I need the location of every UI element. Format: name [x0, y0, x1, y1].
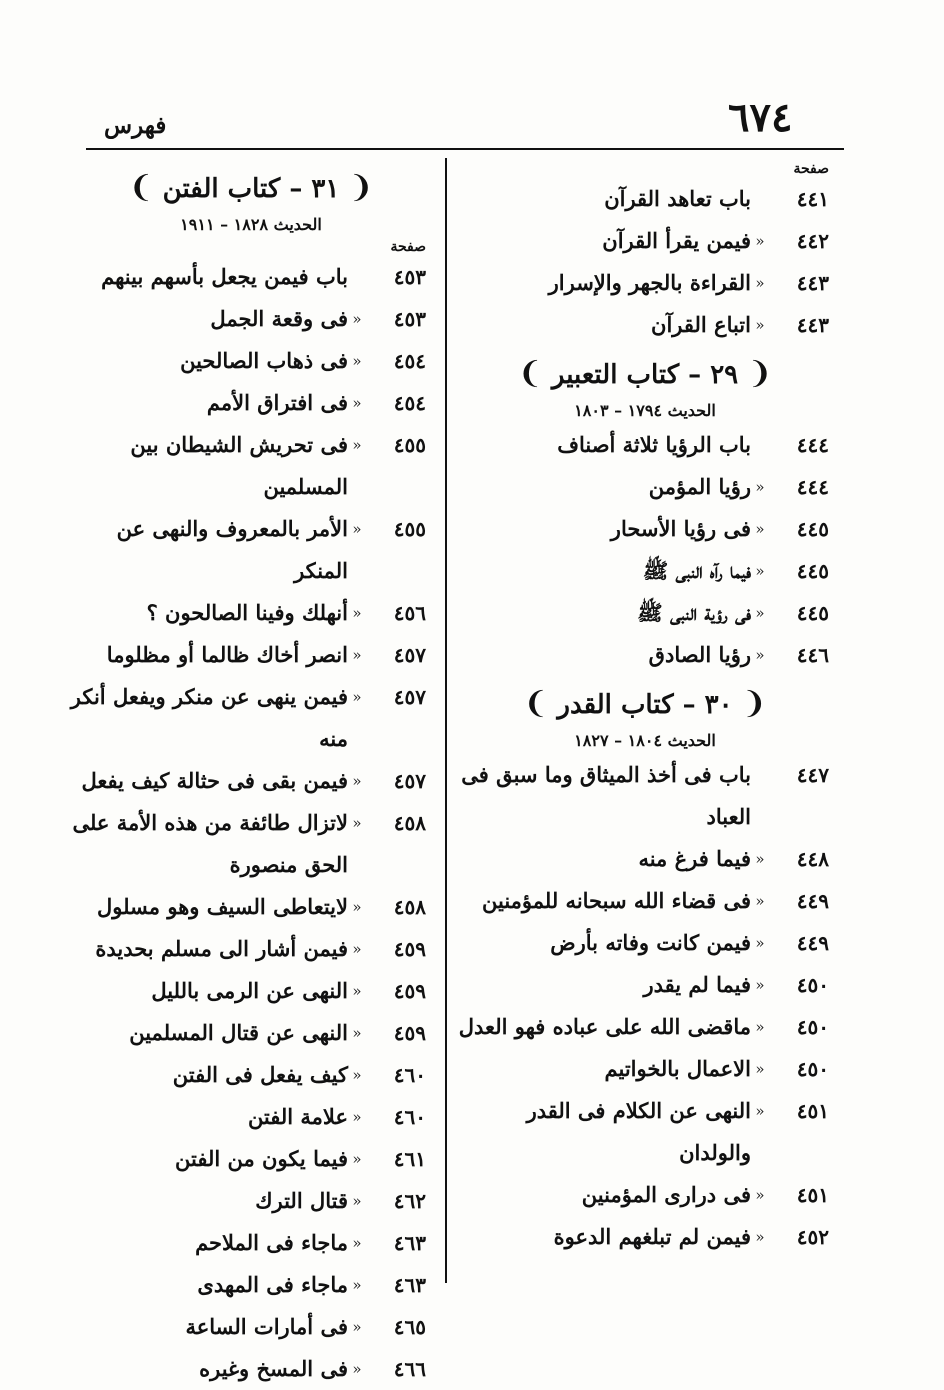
entry-title: باب تعاهد القرآن	[604, 186, 751, 211]
index-entry	[455, 550, 835, 592]
entry-page-number: ٤٤٣	[796, 271, 829, 295]
index-entry	[455, 880, 835, 922]
index-entry	[455, 262, 835, 304]
entry-page-number: ٤٥٣	[393, 307, 426, 331]
ditto-mark: «	[755, 646, 765, 664]
entry-page-number: ٤٥٠	[796, 1015, 829, 1039]
book-title: ٣٠ – كتاب القدر	[557, 690, 733, 720]
ditto-mark: «	[352, 814, 362, 832]
ditto-mark: «	[755, 1186, 765, 1204]
entry-page-number: ٤٤٢	[796, 229, 829, 253]
entries-group-b	[455, 424, 835, 676]
hadith-range: الحديث ١٨٠٤ – ١٨٢٧	[574, 731, 716, 750]
entry-title: فيما لم يقدر	[643, 972, 751, 997]
entry-title: فيما رآه النبى ﷺ	[642, 558, 751, 583]
entry-page-number: ٤٥٢	[796, 1225, 829, 1249]
index-entry	[455, 1174, 835, 1216]
index-entry	[70, 1180, 432, 1222]
entry-page-number: ٤٥٦	[393, 601, 426, 625]
index-entry	[70, 928, 432, 970]
ditto-mark: «	[755, 1228, 765, 1246]
entry-title: لايتعاطى السيف وهو مسلول	[97, 894, 348, 919]
ditto-mark: «	[755, 520, 765, 538]
ditto-mark: «	[352, 352, 362, 370]
index-entry	[70, 1222, 432, 1264]
ditto-mark: «	[352, 394, 362, 412]
entry-title: أنهلك وفينا الصالحون ؟	[146, 600, 348, 625]
entry-title: فيما يكون من الفتن	[175, 1146, 348, 1171]
page-column-label: صفحة	[793, 161, 829, 177]
index-entry	[70, 970, 432, 1012]
ditto-mark: «	[352, 1318, 362, 1336]
entry-page-number: ٤٥٧	[393, 643, 426, 667]
entry-page-number: ٤٦٠	[393, 1105, 426, 1129]
entry-page-number: ٤٤٥	[796, 601, 829, 625]
entry-title: فى تحريش الشيطان بين المسلمين	[130, 432, 348, 499]
ditto-mark: «	[755, 316, 765, 334]
entry-title: فيمن يقرأ القرآن	[602, 228, 751, 253]
entry-title: ماقضى الله على عباده فهو العدل	[458, 1014, 751, 1039]
ditto-mark: «	[352, 1360, 362, 1378]
index-entry	[70, 886, 432, 928]
entry-title: فى ذهاب الصالحين	[180, 348, 348, 373]
column-divider	[445, 158, 447, 1283]
index-entry	[70, 508, 432, 592]
index-entry	[70, 676, 432, 760]
index-entry	[455, 178, 835, 220]
index-entry	[70, 1096, 432, 1138]
entry-title: القراءة بالجهر والإسرار	[548, 270, 751, 295]
page-column-label: صفحة	[390, 239, 426, 255]
entry-title: فى أمارات الساعة	[185, 1314, 348, 1339]
entry-page-number: ٤٤٣	[796, 313, 829, 337]
ditto-mark: «	[352, 604, 362, 622]
entry-page-number: ٤٦٣	[393, 1273, 426, 1297]
entry-title: ماجاء فى الملاحم	[195, 1230, 348, 1255]
index-entry	[455, 220, 835, 262]
entry-title: النهى عن قتال المسلمين	[129, 1020, 348, 1045]
entry-page-number: ٤٥١	[796, 1099, 829, 1123]
ditto-mark: «	[755, 604, 765, 622]
index-entry	[455, 592, 835, 634]
ditto-mark: «	[755, 934, 765, 952]
book-heading-30: ❨ ٣٠ – كتاب القدر ❩	[523, 686, 767, 721]
ditto-mark: «	[352, 1066, 362, 1084]
ditto-mark: «	[352, 1150, 362, 1168]
entry-title: النهى عن الرمى بالليل	[151, 978, 348, 1003]
ditto-mark: «	[352, 310, 362, 328]
index-entry	[455, 634, 835, 676]
index-entry	[70, 340, 432, 382]
entry-title: فيمن كانت وفاته بأرض	[550, 930, 751, 955]
ditto-mark: «	[755, 562, 765, 580]
entry-page-number: ٤٦١	[393, 1147, 426, 1171]
entries-group-c	[455, 754, 835, 1258]
index-entry	[455, 1090, 835, 1174]
entry-title: قتال الترك	[255, 1188, 348, 1213]
entry-page-number: ٤٦٠	[393, 1063, 426, 1087]
index-entry	[70, 382, 432, 424]
ditto-mark: «	[352, 1108, 362, 1126]
entry-title: فى رؤية النبى ﷺ	[637, 600, 751, 625]
left-column	[70, 160, 432, 1390]
entry-page-number: ٤٦٢	[393, 1189, 426, 1213]
index-entry	[455, 466, 835, 508]
index-entry	[70, 592, 432, 634]
ditto-mark: «	[755, 478, 765, 496]
entries-group-a	[455, 178, 835, 346]
ditto-mark: «	[755, 1060, 765, 1078]
entry-page-number: ٤٤٨	[796, 847, 829, 871]
ditto-mark: «	[352, 1024, 362, 1042]
entry-page-number: ٤٤٦	[796, 643, 829, 667]
entry-title: الاعمال بالخواتيم	[604, 1056, 751, 1081]
ditto-mark: «	[755, 892, 765, 910]
index-entry	[455, 1048, 835, 1090]
entry-title: باب فيمن يجعل بأسهم بينهم	[101, 264, 348, 289]
entry-page-number: ٤٤٤	[796, 433, 829, 457]
entry-page-number: ٤٥٥	[393, 517, 426, 541]
ditto-mark: «	[352, 1192, 362, 1210]
entry-title: فى قضاء الله سبحانه للمؤمنين	[482, 888, 751, 913]
entry-title: انصر أخاك ظالما أو مظلوما	[106, 642, 348, 667]
entry-title: علامة الفتن	[247, 1104, 348, 1129]
entry-title: اتباع القرآن	[651, 312, 751, 337]
index-entry	[455, 1006, 835, 1048]
entry-title: كيف يفعل فى الفتن	[172, 1062, 348, 1087]
entry-title: رؤيا الصادق	[648, 642, 751, 667]
index-entry	[455, 754, 835, 838]
entry-page-number: ٤٦٦	[393, 1357, 426, 1381]
index-entry	[455, 424, 835, 466]
page-header-title: فهرس	[104, 112, 167, 139]
index-entry	[70, 1348, 432, 1390]
ditto-mark: «	[352, 520, 362, 538]
entry-title: النهى عن الكلام فى القدر والولدان	[526, 1098, 751, 1165]
entry-page-number: ٤٥٣	[393, 265, 426, 289]
entry-title: فيمن أشار الى مسلم بحديدة	[95, 936, 348, 961]
index-entry	[70, 760, 432, 802]
book-title: ٢٩ – كتاب التعبير	[551, 360, 739, 390]
index-entry	[70, 1306, 432, 1348]
entry-title: فى افتراق الأمم	[206, 390, 348, 415]
entry-page-number: ٤٥٩	[393, 937, 426, 961]
entry-page-number: ٤٦٥	[393, 1315, 426, 1339]
entry-page-number: ٤٥٩	[393, 1021, 426, 1045]
entry-page-number: ٤٥٨	[393, 895, 426, 919]
entry-title: فى المسخ وغيره	[199, 1356, 348, 1381]
entry-page-number: ٤٤٥	[796, 559, 829, 583]
ditto-mark: «	[352, 898, 362, 916]
ditto-mark: «	[352, 436, 362, 454]
index-entry	[455, 838, 835, 880]
entry-page-number: ٤٦٣	[393, 1231, 426, 1255]
entry-page-number: ٤٤٧	[796, 763, 829, 787]
ditto-mark: «	[352, 940, 362, 958]
entry-page-number: ٤٤٩	[796, 889, 829, 913]
entry-title: فيما فرغ منه	[638, 846, 751, 871]
entry-page-number: ٤٥٠	[796, 973, 829, 997]
entry-title: رؤيا المؤمن	[648, 474, 751, 499]
ditto-mark: «	[755, 976, 765, 994]
hadith-range: الحديث ١٨٢٨ – ١٩١١	[180, 215, 322, 234]
index-entry	[455, 1216, 835, 1258]
ditto-mark: «	[352, 1276, 362, 1294]
entry-title: باب فى أخذ الميثاق وما سبق فى العباد	[461, 762, 751, 829]
ditto-mark: «	[755, 1018, 765, 1036]
page-number: ٦٧٤	[728, 94, 793, 141]
ditto-mark: «	[755, 274, 765, 292]
index-entry	[70, 424, 432, 508]
ditto-mark: «	[755, 232, 765, 250]
index-entry	[455, 508, 835, 550]
index-entry	[455, 304, 835, 346]
ditto-mark: «	[755, 1102, 765, 1120]
index-entry	[70, 298, 432, 340]
entry-page-number: ٤٥٤	[393, 391, 426, 415]
index-entry	[70, 1138, 432, 1180]
entry-title: لاتزال طائفة من هذه الأمة على الحق منصورة	[72, 810, 348, 877]
index-entry	[70, 1012, 432, 1054]
header-rule	[86, 148, 844, 150]
index-entry	[70, 256, 432, 298]
index-entry	[455, 922, 835, 964]
entry-page-number: ٤٥٤	[393, 349, 426, 373]
ditto-mark: «	[352, 646, 362, 664]
hadith-range: الحديث ١٧٩٤ – ١٨٠٣	[574, 401, 716, 420]
ditto-mark: «	[352, 772, 362, 790]
book-title: ٣١ – كتاب الفتن	[162, 174, 340, 204]
ditto-mark: «	[352, 1234, 362, 1252]
entry-page-number: ٤٥١	[796, 1183, 829, 1207]
index-entry	[70, 634, 432, 676]
entry-page-number: ٤٥٩	[393, 979, 426, 1003]
entry-page-number: ٤٥٥	[393, 433, 426, 457]
entry-page-number: ٤٤٤	[796, 475, 829, 499]
book-heading-29: ❨ ٢٩ – كتاب التعبير ❩	[517, 356, 773, 391]
entry-page-number: ٤٤٩	[796, 931, 829, 955]
entry-title: فيمن لم تبلغهم الدعوة	[553, 1224, 751, 1249]
entry-page-number: ٤٥٧	[393, 685, 426, 709]
entry-page-number: ٤٤١	[796, 187, 829, 211]
ditto-mark: «	[352, 688, 362, 706]
entry-title: باب الرؤيا ثلاثة أصناف	[557, 432, 751, 457]
entry-title: فى رؤيا الأسحار	[610, 516, 751, 541]
index-entry	[455, 964, 835, 1006]
entries-group-left	[70, 256, 432, 1390]
entry-title: فى وقعة الجمل	[210, 306, 348, 331]
entry-page-number: ٤٥٠	[796, 1057, 829, 1081]
entry-page-number: ٤٤٥	[796, 517, 829, 541]
ditto-mark: «	[352, 982, 362, 1000]
right-column	[455, 160, 835, 1258]
entry-title: فيمن ينهى عن منكر ويفعل أنكر منه	[70, 684, 348, 751]
entry-title: ماجاء فى المهدى	[197, 1272, 348, 1297]
entry-title: فيمن بقى فى حثالة كيف يفعل	[81, 768, 348, 793]
ditto-mark: «	[755, 850, 765, 868]
index-entry	[70, 1054, 432, 1096]
entry-title: الأمر بالمعروف والنهى عن المنكر	[116, 516, 348, 583]
entry-page-number: ٤٥٧	[393, 769, 426, 793]
book-heading-31: ❨ ٣١ – كتاب الفتن ❩	[128, 170, 374, 205]
index-entry	[70, 802, 432, 886]
index-entry	[70, 1264, 432, 1306]
entry-page-number: ٤٥٨	[393, 811, 426, 835]
entry-title: فى درارى المؤمنين	[581, 1182, 751, 1207]
